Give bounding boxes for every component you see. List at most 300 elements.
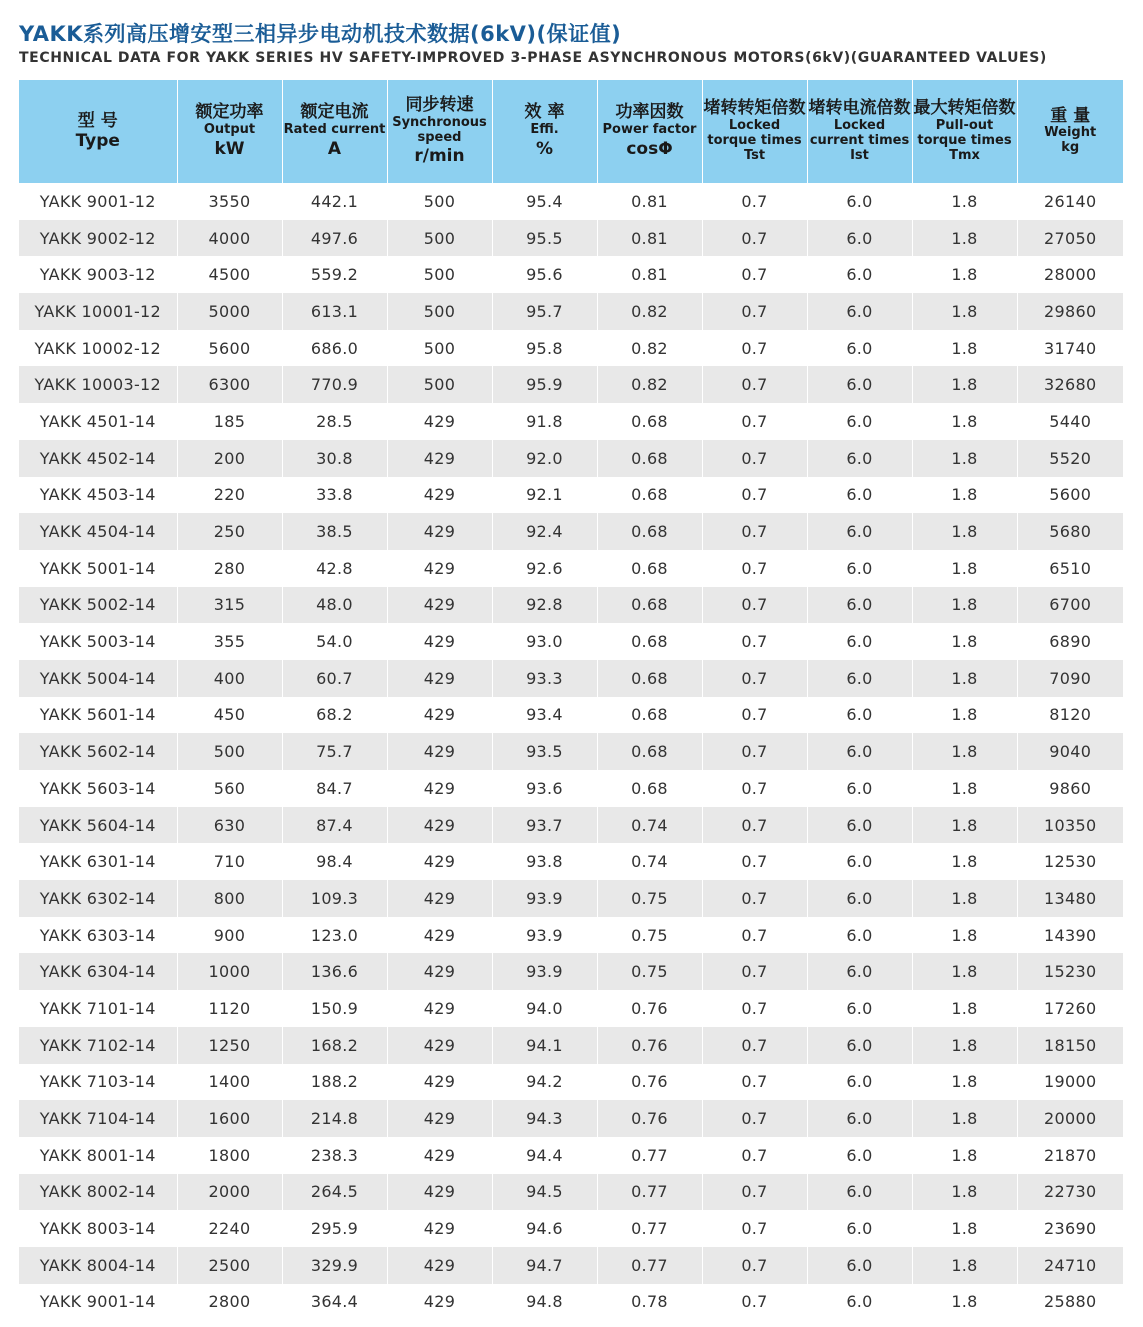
- cell-rated-current: 48.0: [282, 587, 387, 624]
- cell-pullout-torque: 1.8: [912, 1027, 1017, 1064]
- cell-weight: 9860: [1017, 770, 1123, 807]
- cell-power-factor: 0.76: [597, 990, 702, 1027]
- cell-sync-speed: 429: [387, 843, 492, 880]
- cell-locked-current: 6.0: [807, 1284, 912, 1321]
- header-efficiency-cn: 效 率: [524, 102, 565, 123]
- cell-efficiency: 94.0: [492, 990, 597, 1027]
- header-rated-current-cn: 额定电流: [300, 102, 369, 123]
- cell-locked-current: 6.0: [807, 807, 912, 844]
- cell-locked-torque: 0.7: [702, 220, 807, 257]
- table-row: [19, 953, 1123, 990]
- table-row: [19, 587, 1123, 624]
- cell-locked-torque: 0.7: [702, 1064, 807, 1101]
- cell-power-factor: 0.68: [597, 770, 702, 807]
- cell-sync-speed: 429: [387, 623, 492, 660]
- cell-locked-torque: 0.7: [702, 953, 807, 990]
- cell-locked-current: 6.0: [807, 587, 912, 624]
- cell-output: 315: [177, 587, 282, 624]
- table-row: [19, 843, 1123, 880]
- cell-pullout-torque: 1.8: [912, 1247, 1017, 1284]
- cell-locked-torque: 0.7: [702, 917, 807, 954]
- cell-sync-speed: 429: [387, 953, 492, 990]
- cell-rated-current: 30.8: [282, 440, 387, 477]
- cell-locked-current: 6.0: [807, 1247, 912, 1284]
- cell-output: 1000: [177, 953, 282, 990]
- header-locked-current: [807, 80, 912, 183]
- table-row: [19, 1210, 1123, 1247]
- cell-pullout-torque: 1.8: [912, 587, 1017, 624]
- cell-locked-torque: 0.7: [702, 477, 807, 514]
- cell-pullout-torque: 1.8: [912, 953, 1017, 990]
- cell-efficiency: 95.9: [492, 366, 597, 403]
- cell-pullout-torque: 1.8: [912, 660, 1017, 697]
- table-row: [19, 880, 1123, 917]
- cell-efficiency: 93.6: [492, 770, 597, 807]
- cell-locked-current: 6.0: [807, 440, 912, 477]
- cell-locked-torque: 0.7: [702, 403, 807, 440]
- cell-output: 1120: [177, 990, 282, 1027]
- table-row: [19, 550, 1123, 587]
- cell-sync-speed: 429: [387, 477, 492, 514]
- cell-locked-current: 6.0: [807, 330, 912, 367]
- header-weight-cn: 重 量: [1050, 105, 1091, 126]
- header-type-unit: Type: [75, 130, 120, 151]
- cell-locked-torque: 0.7: [702, 1174, 807, 1211]
- cell-type: YAKK 9003-12: [19, 256, 177, 293]
- header-output-unit: kW: [214, 138, 245, 159]
- cell-efficiency: 92.1: [492, 477, 597, 514]
- header-locked-current-en: Locked current times Ist: [809, 117, 910, 163]
- cell-output: 4500: [177, 256, 282, 293]
- cell-sync-speed: 429: [387, 1247, 492, 1284]
- cell-output: 355: [177, 623, 282, 660]
- cell-sync-speed: 429: [387, 1174, 492, 1211]
- table-row: [19, 440, 1123, 477]
- cell-rated-current: 686.0: [282, 330, 387, 367]
- cell-power-factor: 0.82: [597, 366, 702, 403]
- cell-weight: 5600: [1017, 477, 1123, 514]
- cell-type: YAKK 5003-14: [19, 623, 177, 660]
- cell-output: 2240: [177, 1210, 282, 1247]
- cell-weight: 19000: [1017, 1064, 1123, 1101]
- cell-weight: 23690: [1017, 1210, 1123, 1247]
- cell-power-factor: 0.77: [597, 1247, 702, 1284]
- cell-locked-current: 6.0: [807, 477, 912, 514]
- cell-locked-torque: 0.7: [702, 990, 807, 1027]
- cell-sync-speed: 429: [387, 1137, 492, 1174]
- cell-locked-current: 6.0: [807, 550, 912, 587]
- cell-type: YAKK 5602-14: [19, 733, 177, 770]
- cell-weight: 6890: [1017, 623, 1123, 660]
- cell-efficiency: 94.4: [492, 1137, 597, 1174]
- header-efficiency-unit: %: [535, 138, 554, 159]
- cell-power-factor: 0.81: [597, 183, 702, 220]
- cell-locked-torque: 0.7: [702, 1247, 807, 1284]
- cell-locked-torque: 0.7: [702, 550, 807, 587]
- header-type: [19, 80, 177, 183]
- table-row: [19, 807, 1123, 844]
- cell-efficiency: 94.8: [492, 1284, 597, 1321]
- cell-type: YAKK 4504-14: [19, 513, 177, 550]
- cell-rated-current: 188.2: [282, 1064, 387, 1101]
- cell-pullout-torque: 1.8: [912, 477, 1017, 514]
- cell-type: YAKK 6304-14: [19, 953, 177, 990]
- cell-efficiency: 95.4: [492, 183, 597, 220]
- cell-power-factor: 0.68: [597, 733, 702, 770]
- table-row: [19, 477, 1123, 514]
- cell-type: YAKK 5601-14: [19, 697, 177, 734]
- cell-rated-current: 75.7: [282, 733, 387, 770]
- cell-locked-current: 6.0: [807, 183, 912, 220]
- cell-output: 1600: [177, 1100, 282, 1137]
- cell-efficiency: 94.3: [492, 1100, 597, 1137]
- cell-type: YAKK 9001-12: [19, 183, 177, 220]
- header-pullout-torque: [912, 80, 1017, 183]
- cell-locked-torque: 0.7: [702, 366, 807, 403]
- cell-locked-current: 6.0: [807, 917, 912, 954]
- cell-output: 5000: [177, 293, 282, 330]
- cell-type: YAKK 7102-14: [19, 1027, 177, 1064]
- cell-weight: 31740: [1017, 330, 1123, 367]
- cell-power-factor: 0.68: [597, 587, 702, 624]
- cell-sync-speed: 429: [387, 587, 492, 624]
- cell-locked-current: 6.0: [807, 843, 912, 880]
- cell-weight: 21870: [1017, 1137, 1123, 1174]
- cell-locked-torque: 0.7: [702, 807, 807, 844]
- cell-sync-speed: 429: [387, 403, 492, 440]
- cell-output: 1800: [177, 1137, 282, 1174]
- header-sync-speed-en: Synchronous speed: [392, 114, 487, 145]
- cell-rated-current: 60.7: [282, 660, 387, 697]
- cell-pullout-torque: 1.8: [912, 733, 1017, 770]
- cell-output: 2800: [177, 1284, 282, 1321]
- cell-power-factor: 0.78: [597, 1284, 702, 1321]
- cell-efficiency: 95.7: [492, 293, 597, 330]
- cell-power-factor: 0.74: [597, 843, 702, 880]
- cell-efficiency: 92.6: [492, 550, 597, 587]
- table-row: [19, 990, 1123, 1027]
- cell-pullout-torque: 1.8: [912, 623, 1017, 660]
- cell-locked-torque: 0.7: [702, 880, 807, 917]
- table-row: [19, 1247, 1123, 1284]
- cell-output: 630: [177, 807, 282, 844]
- cell-output: 6300: [177, 366, 282, 403]
- cell-rated-current: 770.9: [282, 366, 387, 403]
- cell-locked-current: 6.0: [807, 1027, 912, 1064]
- cell-efficiency: 91.8: [492, 403, 597, 440]
- cell-sync-speed: 500: [387, 366, 492, 403]
- table-row: [19, 770, 1123, 807]
- cell-type: YAKK 8001-14: [19, 1137, 177, 1174]
- cell-locked-torque: 0.7: [702, 733, 807, 770]
- cell-efficiency: 94.6: [492, 1210, 597, 1247]
- cell-efficiency: 95.8: [492, 330, 597, 367]
- cell-locked-current: 6.0: [807, 660, 912, 697]
- cell-power-factor: 0.77: [597, 1210, 702, 1247]
- cell-sync-speed: 500: [387, 330, 492, 367]
- cell-rated-current: 364.4: [282, 1284, 387, 1321]
- cell-power-factor: 0.75: [597, 953, 702, 990]
- cell-power-factor: 0.76: [597, 1027, 702, 1064]
- cell-power-factor: 0.81: [597, 256, 702, 293]
- cell-sync-speed: 429: [387, 1210, 492, 1247]
- cell-locked-torque: 0.7: [702, 1210, 807, 1247]
- cell-power-factor: 0.68: [597, 440, 702, 477]
- cell-pullout-torque: 1.8: [912, 880, 1017, 917]
- cell-output: 2000: [177, 1174, 282, 1211]
- cell-pullout-torque: 1.8: [912, 183, 1017, 220]
- cell-output: 280: [177, 550, 282, 587]
- cell-type: YAKK 9001-14: [19, 1284, 177, 1321]
- cell-output: 500: [177, 733, 282, 770]
- cell-power-factor: 0.82: [597, 330, 702, 367]
- cell-sync-speed: 429: [387, 807, 492, 844]
- cell-power-factor: 0.68: [597, 403, 702, 440]
- cell-type: YAKK 10001-12: [19, 293, 177, 330]
- cell-weight: 12530: [1017, 843, 1123, 880]
- cell-sync-speed: 429: [387, 1284, 492, 1321]
- cell-output: 400: [177, 660, 282, 697]
- cell-locked-current: 6.0: [807, 1137, 912, 1174]
- cell-type: YAKK 5604-14: [19, 807, 177, 844]
- cell-sync-speed: 429: [387, 1027, 492, 1064]
- cell-weight: 28000: [1017, 256, 1123, 293]
- cell-rated-current: 136.6: [282, 953, 387, 990]
- cell-type: YAKK 4502-14: [19, 440, 177, 477]
- cell-weight: 24710: [1017, 1247, 1123, 1284]
- cell-type: YAKK 4501-14: [19, 403, 177, 440]
- header-output-en: Output: [203, 122, 256, 138]
- cell-efficiency: 93.3: [492, 660, 597, 697]
- cell-weight: 32680: [1017, 366, 1123, 403]
- cell-power-factor: 0.68: [597, 513, 702, 550]
- cell-pullout-torque: 1.8: [912, 843, 1017, 880]
- header-locked-torque-en: Locked torque times Tst: [707, 117, 802, 163]
- cell-rated-current: 28.5: [282, 403, 387, 440]
- header-power-factor-unit: cosΦ: [626, 138, 673, 159]
- cell-sync-speed: 429: [387, 440, 492, 477]
- cell-type: YAKK 6301-14: [19, 843, 177, 880]
- cell-weight: 17260: [1017, 990, 1123, 1027]
- cell-sync-speed: 429: [387, 513, 492, 550]
- cell-sync-speed: 429: [387, 660, 492, 697]
- table-row: [19, 697, 1123, 734]
- cell-weight: 8120: [1017, 697, 1123, 734]
- header-power-factor-en: Power factor: [602, 122, 697, 138]
- cell-type: YAKK 5002-14: [19, 587, 177, 624]
- table-body: [19, 183, 1123, 1320]
- cell-power-factor: 0.75: [597, 917, 702, 954]
- cell-type: YAKK 5001-14: [19, 550, 177, 587]
- header-rated-current-unit: A: [327, 138, 342, 159]
- cell-power-factor: 0.68: [597, 697, 702, 734]
- cell-output: 5600: [177, 330, 282, 367]
- cell-pullout-torque: 1.8: [912, 293, 1017, 330]
- cell-sync-speed: 500: [387, 293, 492, 330]
- header-weight: [1017, 80, 1123, 183]
- cell-power-factor: 0.81: [597, 220, 702, 257]
- cell-output: 800: [177, 880, 282, 917]
- table-row: [19, 1064, 1123, 1101]
- cell-rated-current: 168.2: [282, 1027, 387, 1064]
- cell-type: YAKK 8004-14: [19, 1247, 177, 1284]
- cell-efficiency: 94.2: [492, 1064, 597, 1101]
- cell-weight: 29860: [1017, 293, 1123, 330]
- cell-rated-current: 150.9: [282, 990, 387, 1027]
- cell-type: YAKK 7104-14: [19, 1100, 177, 1137]
- cell-efficiency: 94.1: [492, 1027, 597, 1064]
- cell-weight: 10350: [1017, 807, 1123, 844]
- cell-locked-torque: 0.7: [702, 843, 807, 880]
- cell-locked-current: 6.0: [807, 733, 912, 770]
- cell-locked-current: 6.0: [807, 1210, 912, 1247]
- cell-locked-torque: 0.7: [702, 1284, 807, 1321]
- table-row: [19, 1174, 1123, 1211]
- cell-output: 250: [177, 513, 282, 550]
- cell-sync-speed: 429: [387, 1100, 492, 1137]
- cell-type: YAKK 5004-14: [19, 660, 177, 697]
- cell-weight: 15230: [1017, 953, 1123, 990]
- header-rated-current-en: Rated current: [283, 122, 386, 138]
- header-locked-current-cn: 堵转电流倍数: [808, 98, 911, 119]
- table-row: [19, 1137, 1123, 1174]
- cell-output: 2500: [177, 1247, 282, 1284]
- cell-pullout-torque: 1.8: [912, 917, 1017, 954]
- cell-locked-current: 6.0: [807, 256, 912, 293]
- cell-locked-current: 6.0: [807, 513, 912, 550]
- cell-locked-current: 6.0: [807, 220, 912, 257]
- page-subtitle: TECHNICAL DATA FOR YAKK SERIES HV SAFETY-IMPROVED 3-PHASE ASYNCHRONOUS MOTORS(6kV)(GUARANTEED VALUES): [19, 50, 1047, 66]
- cell-output: 1250: [177, 1027, 282, 1064]
- cell-locked-torque: 0.7: [702, 256, 807, 293]
- cell-efficiency: 93.7: [492, 807, 597, 844]
- cell-power-factor: 0.68: [597, 623, 702, 660]
- cell-sync-speed: 429: [387, 917, 492, 954]
- cell-efficiency: 93.9: [492, 917, 597, 954]
- cell-sync-speed: 429: [387, 770, 492, 807]
- cell-pullout-torque: 1.8: [912, 1174, 1017, 1211]
- cell-efficiency: 94.7: [492, 1247, 597, 1284]
- table-row: [19, 1027, 1123, 1064]
- cell-rated-current: 54.0: [282, 623, 387, 660]
- cell-locked-torque: 0.7: [702, 440, 807, 477]
- cell-sync-speed: 500: [387, 220, 492, 257]
- cell-output: 220: [177, 477, 282, 514]
- cell-weight: 26140: [1017, 183, 1123, 220]
- cell-locked-torque: 0.7: [702, 697, 807, 734]
- table-row: [19, 293, 1123, 330]
- header-pullout-torque-cn: 最大转矩倍数: [913, 98, 1016, 119]
- cell-efficiency: 95.5: [492, 220, 597, 257]
- cell-efficiency: 93.9: [492, 880, 597, 917]
- cell-rated-current: 123.0: [282, 917, 387, 954]
- cell-pullout-torque: 1.8: [912, 697, 1017, 734]
- cell-efficiency: 94.5: [492, 1174, 597, 1211]
- cell-sync-speed: 500: [387, 183, 492, 220]
- cell-power-factor: 0.68: [597, 660, 702, 697]
- cell-rated-current: 238.3: [282, 1137, 387, 1174]
- cell-power-factor: 0.76: [597, 1064, 702, 1101]
- table-row: [19, 366, 1123, 403]
- header-power-factor-cn: 功率因数: [615, 102, 684, 123]
- cell-locked-torque: 0.7: [702, 623, 807, 660]
- cell-pullout-torque: 1.8: [912, 807, 1017, 844]
- cell-efficiency: 93.4: [492, 697, 597, 734]
- table-row: [19, 513, 1123, 550]
- cell-rated-current: 87.4: [282, 807, 387, 844]
- cell-type: YAKK 6302-14: [19, 880, 177, 917]
- cell-efficiency: 93.5: [492, 733, 597, 770]
- cell-locked-torque: 0.7: [702, 770, 807, 807]
- cell-sync-speed: 429: [387, 990, 492, 1027]
- cell-locked-current: 6.0: [807, 880, 912, 917]
- cell-sync-speed: 429: [387, 697, 492, 734]
- cell-type: YAKK 10002-12: [19, 330, 177, 367]
- cell-locked-torque: 0.7: [702, 330, 807, 367]
- cell-rated-current: 109.3: [282, 880, 387, 917]
- cell-pullout-torque: 1.8: [912, 513, 1017, 550]
- cell-locked-torque: 0.7: [702, 293, 807, 330]
- cell-sync-speed: 429: [387, 733, 492, 770]
- cell-type: YAKK 7101-14: [19, 990, 177, 1027]
- cell-weight: 27050: [1017, 220, 1123, 257]
- cell-locked-current: 6.0: [807, 1174, 912, 1211]
- cell-output: 560: [177, 770, 282, 807]
- header-locked-torque-cn: 堵转转矩倍数: [703, 98, 806, 119]
- cell-pullout-torque: 1.8: [912, 550, 1017, 587]
- header-sync-speed-cn: 同步转速: [405, 95, 474, 116]
- cell-output: 450: [177, 697, 282, 734]
- cell-sync-speed: 429: [387, 550, 492, 587]
- cell-pullout-torque: 1.8: [912, 770, 1017, 807]
- table-row: [19, 623, 1123, 660]
- cell-rated-current: 84.7: [282, 770, 387, 807]
- cell-locked-torque: 0.7: [702, 660, 807, 697]
- cell-rated-current: 214.8: [282, 1100, 387, 1137]
- cell-weight: 18150: [1017, 1027, 1123, 1064]
- cell-output: 900: [177, 917, 282, 954]
- cell-rated-current: 559.2: [282, 256, 387, 293]
- cell-efficiency: 95.6: [492, 256, 597, 293]
- cell-locked-current: 6.0: [807, 293, 912, 330]
- cell-power-factor: 0.74: [597, 807, 702, 844]
- cell-locked-torque: 0.7: [702, 513, 807, 550]
- cell-pullout-torque: 1.8: [912, 1284, 1017, 1321]
- cell-power-factor: 0.68: [597, 477, 702, 514]
- cell-weight: 20000: [1017, 1100, 1123, 1137]
- table-row: [19, 403, 1123, 440]
- technical-data-table: [19, 80, 1123, 1320]
- cell-efficiency: 92.8: [492, 587, 597, 624]
- cell-efficiency: 93.8: [492, 843, 597, 880]
- cell-locked-torque: 0.7: [702, 1100, 807, 1137]
- header-rated-current: [282, 80, 387, 183]
- cell-pullout-torque: 1.8: [912, 1210, 1017, 1247]
- cell-weight: 5520: [1017, 440, 1123, 477]
- cell-efficiency: 93.0: [492, 623, 597, 660]
- cell-type: YAKK 10003-12: [19, 366, 177, 403]
- cell-rated-current: 264.5: [282, 1174, 387, 1211]
- table-row: [19, 733, 1123, 770]
- cell-locked-torque: 0.7: [702, 183, 807, 220]
- cell-pullout-torque: 1.8: [912, 990, 1017, 1027]
- cell-weight: 14390: [1017, 917, 1123, 954]
- table-row: [19, 220, 1123, 257]
- cell-type: YAKK 6303-14: [19, 917, 177, 954]
- cell-weight: 22730: [1017, 1174, 1123, 1211]
- cell-weight: 5680: [1017, 513, 1123, 550]
- cell-type: YAKK 8003-14: [19, 1210, 177, 1247]
